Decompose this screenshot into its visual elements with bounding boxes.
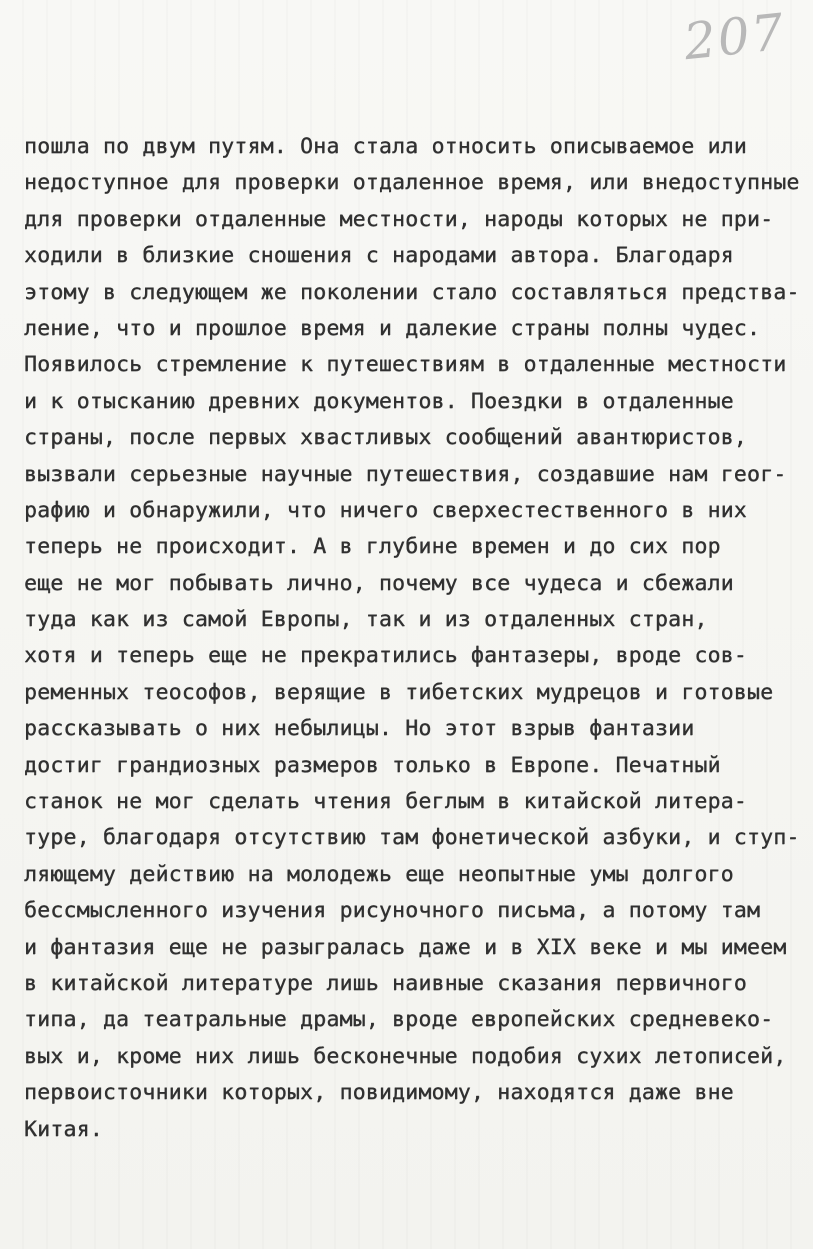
text-line: ходили в близкие сношения с народами автора. Благодаря <box>24 243 734 269</box>
text-line: вых и, кроме них лишь бесконечные подобия сухих летописей, <box>24 1043 787 1069</box>
text-line: рафию и обнаружили, что ничего сверхестественного в них <box>24 497 747 523</box>
text-line: и фантазия еще не разыгралась даже и в XIX веке и мы имеем <box>24 934 787 960</box>
text-line: пошла по двум путям. Она стала относить описываемое или <box>24 134 747 159</box>
text-line: еще не мог побывать лично, почему все чудеса и сбежали <box>24 570 734 596</box>
text-line: ляющему действию на молодежь еще неопытные умы долгого <box>24 861 734 887</box>
text-line: достиг грандиозных размеров только в Европе. Печатный <box>24 752 721 778</box>
page-folio-number: 207 <box>680 2 788 72</box>
text-line: рассказывать о них небылицы. Но этот взрыв фантазии <box>24 716 695 742</box>
text-line: туре, благодаря отсутствию там фонетической азбуки, и ступ- <box>24 825 800 851</box>
text-line: Китая. <box>24 1116 103 1142</box>
text-line: вызвали серьезные научные путешествия, создавшие нам геог- <box>24 461 787 487</box>
text-line: первоисточники которых, повидимому, находятся даже вне <box>24 1080 734 1106</box>
text-line: Появилось стремление к путешествиям в отдаленные местности <box>24 352 787 378</box>
text-line: недоступное для проверки отдаленное время, или внедоступные <box>24 170 800 196</box>
text-line: бессмысленного изучения рисуночного письма, а потому там <box>24 898 761 924</box>
text-line: ление, что и прошлое время и далекие страны полны чудес. <box>24 315 761 341</box>
text-line: хотя и теперь еще не прекратились фантазеры, вроде сов- <box>24 643 747 669</box>
text-line: в китайской литературе лишь наивные сказания первичного <box>24 970 747 996</box>
text-line: страны, после первых хвастливых сообщений авантюристов, <box>24 425 747 451</box>
text-line: станок не мог сделать чтения беглым в китайской литера- <box>24 789 747 815</box>
text-line: этому в следующем же поколении стало составляться предства- <box>24 279 800 305</box>
text-line: и к отысканию древних документов. Поездки в отдаленные <box>24 388 734 414</box>
text-line: для проверки отдаленные местности, народы которых не при- <box>24 206 774 232</box>
text-line: теперь не происходит. А в глубине времен и до сих пор <box>24 534 721 560</box>
typescript-body <box>24 129 804 1148</box>
text-line: типа, да театральные драмы, вроде европейских средневеко- <box>24 1007 774 1033</box>
text-line: ременных теософов, верящие в тибетских мудрецов и готовые <box>24 679 774 705</box>
text-line: туда как из самой Европы, так и из отдаленных стран, <box>24 607 708 633</box>
